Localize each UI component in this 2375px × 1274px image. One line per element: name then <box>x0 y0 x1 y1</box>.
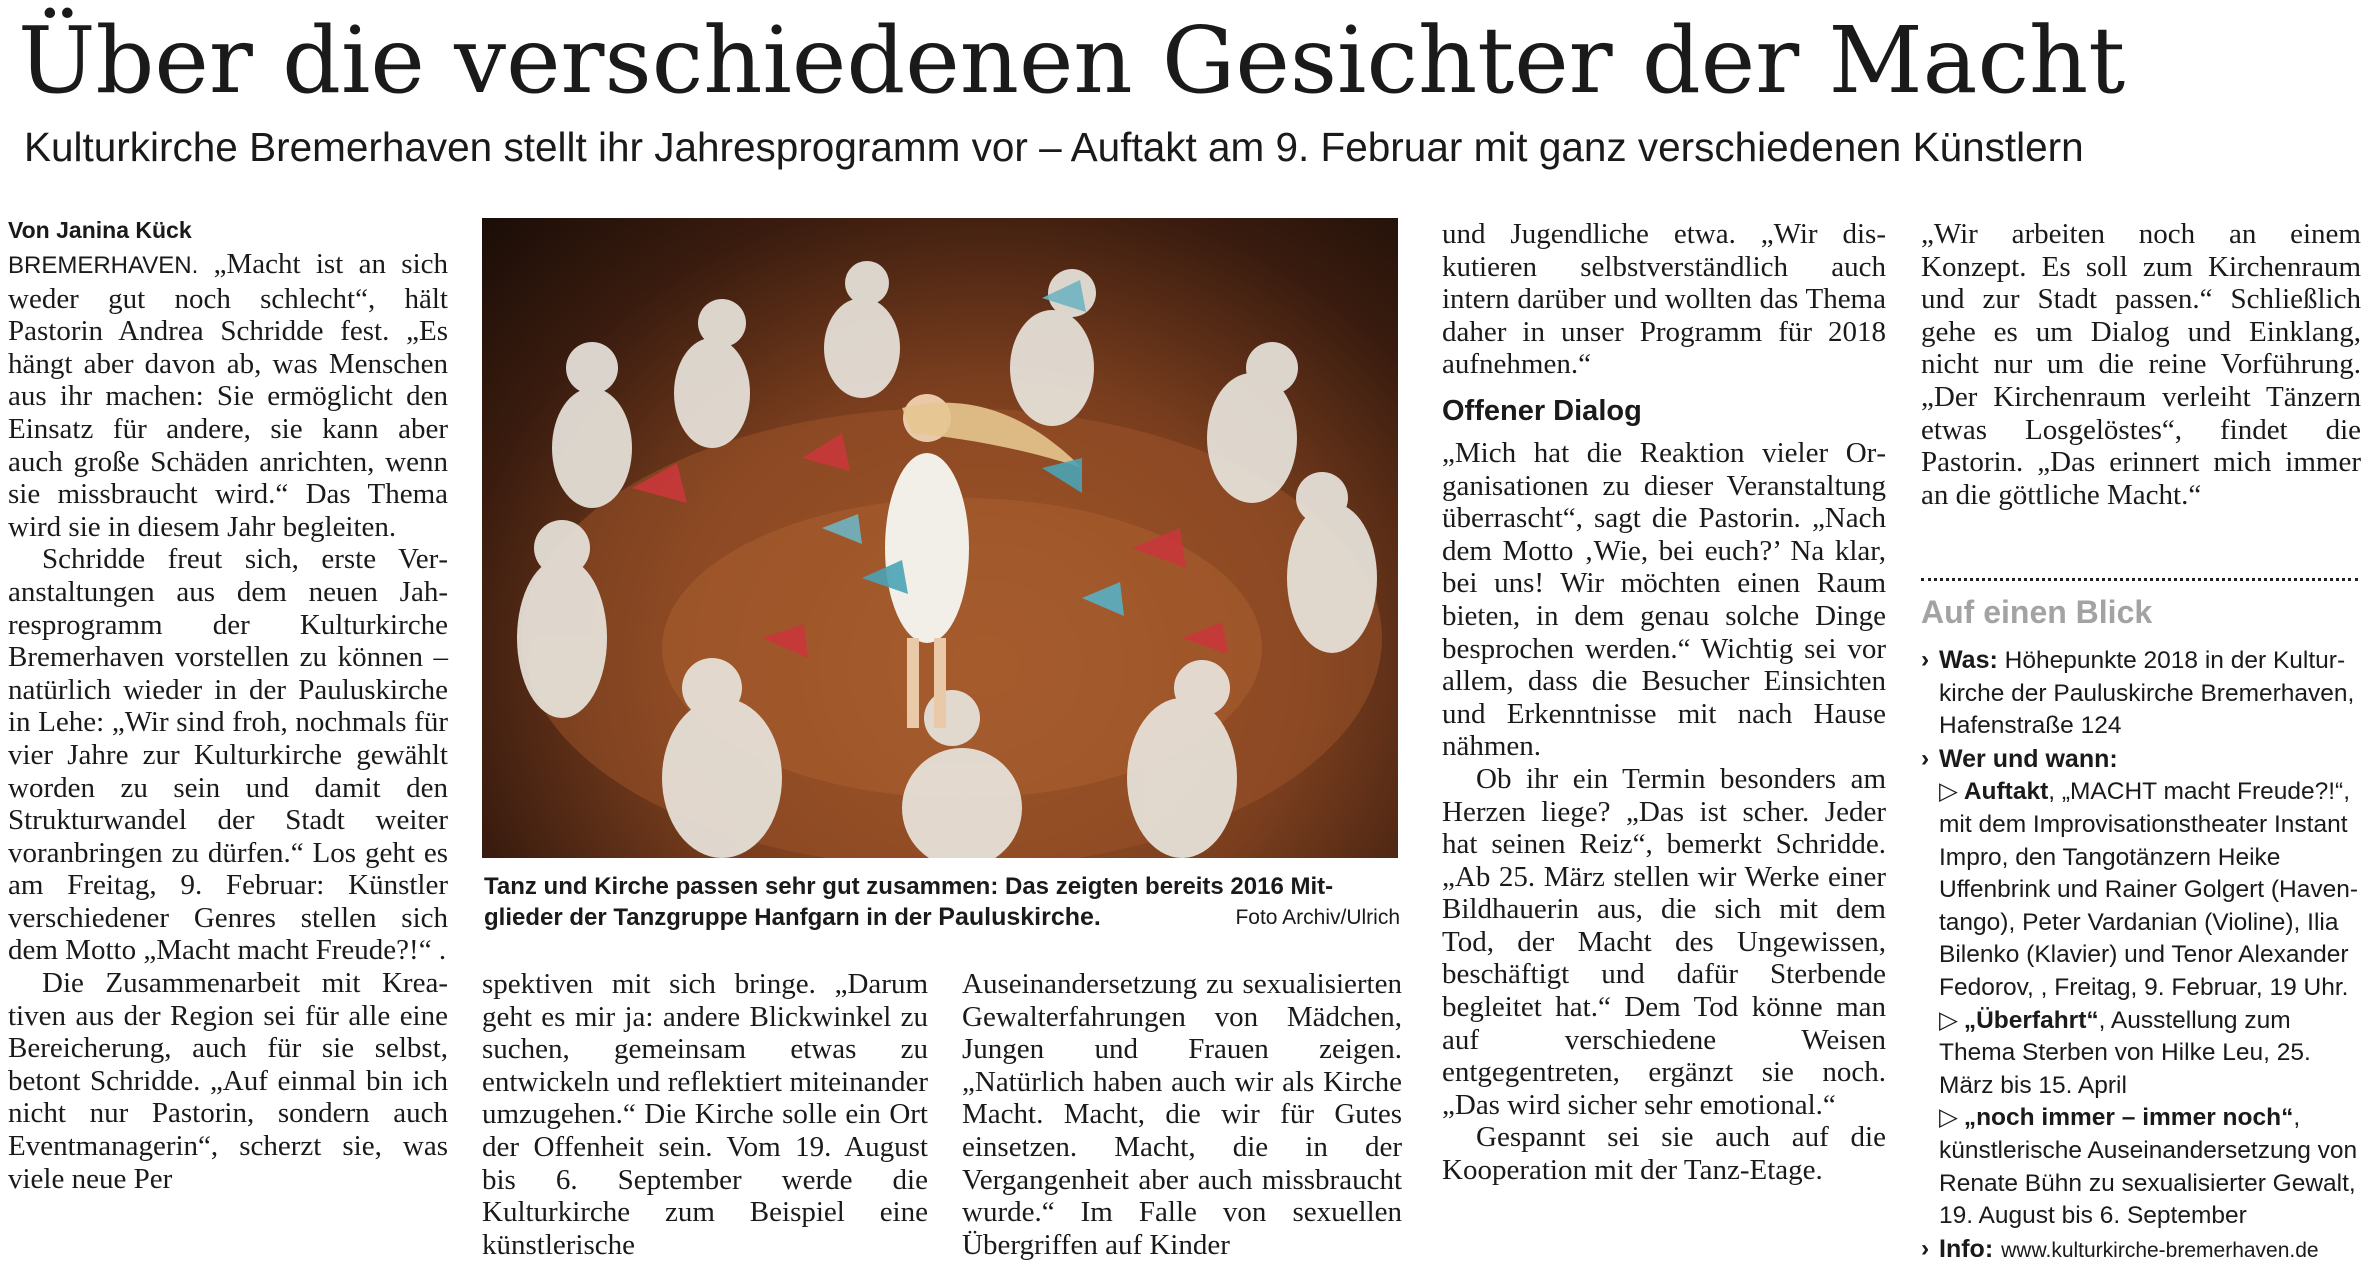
photo-credit: Foto Archiv/Ulrich <box>1235 906 1400 929</box>
article-column-4 <box>1442 218 1886 1187</box>
infobox-title: Auf einen Blick <box>1921 594 2153 630</box>
infobox-event <box>1921 1005 2366 1103</box>
photo-caption <box>484 872 1400 933</box>
event-text: , „MACHT macht Freude?!“, mit dem Improvisationstheater Instant Impro, den Tangotänzern Heike Uffenbrink und Rainer Golgert (Haventango), Peter Vardanian (Violine), Ilia Bilenko (Klavier) und Tenor Alexander Fedorov, , Freitag, 9. Februar, 19 Uhr. <box>1939 778 2358 1001</box>
paragraph: Schridde freut sich, erste Veranstaltungen aus dem neuen Jahresprogramm der Kulturkirche Bremerhaven vorstellen zu können – natürlich wieder in der Pauluskirche in Lehe: „Wir sind froh, nochmals für vier Jahre zur Kulturkirche gewählt worden zu sein und damit den Strukturwandel der Stadt weiter voranbringen zu dürfen.“ Los geht es am Freitag, 9. Februar: Künstler verschiedener Genres stellen sich dem Motto „Macht macht Freude?!“ . <box>8 543 448 967</box>
paragraph <box>8 248 448 543</box>
infobox-event <box>1921 1102 2366 1232</box>
article-column-5 <box>1921 218 2361 511</box>
paragraph: spektiven mit sich bringe. „Darum geht es mir ja: andere Blickwinkel zu suchen, gemeinsam etwas zu entwickeln und reflektiert miteinander umzugehen.“ Die Kirche solle ein Ort der Offenheit sein. Vom 19. August bis 6. September werde die Kulturkirche zum Beispiel eine künstlerische <box>482 968 928 1261</box>
paragraph: Gespannt sei sie auch auf die Kooperation mit der Tanz-Etage. <box>1442 1121 1886 1187</box>
dance-photo-illustration <box>482 218 1398 858</box>
paragraph: Auseinandersetzung zu sexualisierten Gewalterfahrungen von Mädchen, Jungen und Frauen zeigen. „Natürlich haben auch wir als Kirche Macht. Macht, die wir für Gutes einsetzen. Macht, die in der Vergangenheit aber auch missbraucht wurde.“ Im Falle von sexuellen Übergriffen auf Kinder <box>962 968 1402 1261</box>
infobox-label: Was: <box>1939 646 1998 674</box>
dance-photo <box>482 218 1398 858</box>
infobox-label: Wer und wann: <box>1939 744 2118 773</box>
caption-text: Tanz und Kirche passen sehr gut zusammen: Das zeigten bereits 2016 Mitglieder der Tanzgruppe Hanfgarn in der <box>484 873 1334 931</box>
event-text: , künstlerische Auseinandersetzung von Renate Bühn zu sexualisierter Gewalt, 19. August bis 6. September <box>1939 1104 2358 1230</box>
article-column-2 <box>482 968 928 1261</box>
paragraph: und Jugendliche etwa. „Wir diskutieren selbstverständlich auch intern darüber und wollten das Thema daher in unser Programm für 2018 aufnehmen.“ <box>1442 218 1886 381</box>
dateline: BREMERHAVEN. <box>8 252 199 279</box>
article-column-3 <box>962 968 1402 1261</box>
infobox-who-when <box>1921 743 2366 777</box>
infobox-event <box>1921 776 2366 1004</box>
website-link[interactable]: www.kulturkirche-bremerhaven.de <box>2001 1238 2319 1262</box>
caption-highlight: Pauluskirche. <box>938 903 1101 931</box>
paragraph: Ob ihr ein Termin besonders am Herzen liege? „Das ist scher. Jeder hat seinen Reiz“, bemerkt Schridde. „Ab 25. März stellen wir Werke einer Bildhauerin aus, die sich mit dem Tod, der Macht des Ungewissen, beschäftigt und dafür Sterbende begleitet hat.“ Dem Tod könne man auf verschiedene Weisen entgegentreten, ergänzt sie noch. „Das wird sicher sehr emotional.“ <box>1442 762 1886 1121</box>
section-subheading: Offener Dialog <box>1442 394 1642 427</box>
infobox-what <box>1921 644 2366 743</box>
byline: Von Janina Kück <box>8 217 192 243</box>
article-column-1 <box>8 214 448 1195</box>
event-title: Auftakt <box>1963 778 2049 806</box>
event-title: „Überfahrt“ <box>1963 1006 2099 1034</box>
event-text: , Ausstellung zum Thema Sterben von Hilke Leu, 25. März bis 15. April <box>1939 1006 2311 1099</box>
infobox-divider <box>1921 578 2358 581</box>
article-headline: Über die verschiedenen Gesichter der Macht <box>18 7 2126 114</box>
paragraph: „Mich hat die Reaktion vieler Organisationen zu dieser Veranstaltung überrascht“, sagt die Pastorin. „Nach dem Motto ‚Wie, bei euch?’ Na klar, bei uns! Wir möchten einen Raum bieten, in dem genau solche Dinge besprochen werden.“ Wichtig sei vor allem, dass die Besucher Einsichten und Erkenntnisse mit nach Hause nähmen. <box>1442 436 1886 763</box>
article-subheadline: Kulturkirche Bremerhaven stellt ihr Jahresprogramm vor – Auftakt am 9. Februar mit ganz verschiedenen Künstlern <box>24 124 2084 170</box>
event-title: „noch immer – immer noch“ <box>1963 1104 2294 1132</box>
paragraph: „Wir arbeiten noch an einem Konzept. Es soll zum Kirchenraum und zur Stadt passen.“ Schließlich gehe es um Dialog und Einklang, nicht nur um die reine Vorführung. „Der Kirchenraum verleiht Tänzern etwas Losgelöstes“, findet die Pastorin. „Das erinnert mich immer an die göttliche Macht.“ <box>1921 218 2361 511</box>
infobox-info <box>1921 1233 2366 1268</box>
paragraph: Die Zusammenarbeit mit Kreativen aus der Region sei für alle eine Bereicherung, auch für sie selbst, betont Schridde. „Auf einmal bin ich nicht nur Pastorin, sondern auch Eventmanagerin“, scherzt sie, was viele neue Per <box>8 967 448 1195</box>
triangle-icon: ▷ <box>1939 1006 1958 1034</box>
triangle-icon: ▷ <box>1939 1104 1958 1132</box>
infobox-label: Info: <box>1939 1234 1994 1263</box>
paragraph-text: „Macht ist an sich weder gut noch schlecht“, hält Pastorin Andrea Schridde fest. „Es hängt aber davon ab, was Menschen aus ihr machen: Sie ermöglicht den Einsatz für andere, sie kann aber auch große Schäden anrichten, wenn sie missbraucht wird.“ Das Thema wird sie in diesem Jahr begleiten. <box>8 248 448 543</box>
infobox-text: Höhepunkte 2018 in der Kulturkirche der Pauluskirche Bremerhaven, Hafenstraße 124 <box>1939 647 2355 740</box>
infobox <box>1921 644 2366 1267</box>
triangle-icon: ▷ <box>1939 778 1958 806</box>
